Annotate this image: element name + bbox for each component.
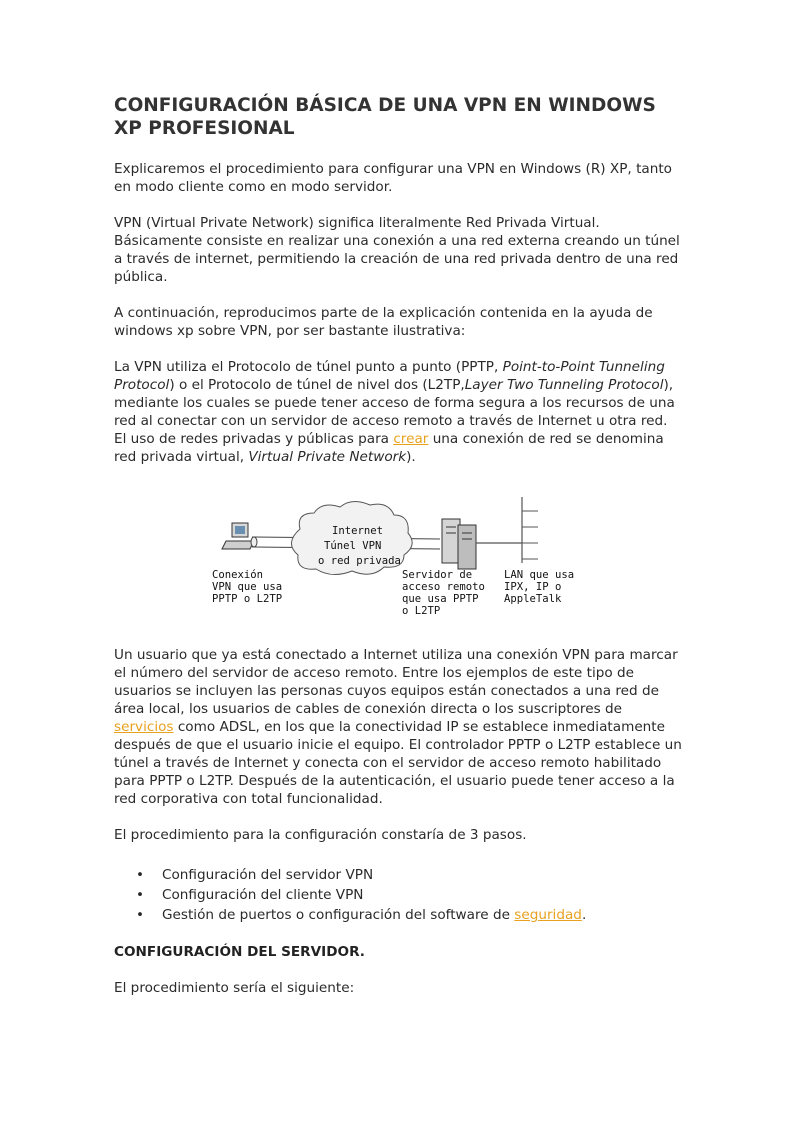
server-label: Servidor de acceso remoto que usa PPTP o L2TP [402, 569, 485, 617]
servicios-link[interactable]: servicios [114, 719, 174, 735]
cloud-label-tunnel: Túnel VPN [324, 540, 382, 552]
list-item: • Gestión de puertos o configuración del software de seguridad. [136, 907, 587, 923]
steps-intro-paragraph: El procedimiento para la configuración constaría de 3 pasos. [114, 827, 527, 843]
lan-backbone [476, 497, 538, 563]
vpn-full-name: Virtual Private Network [248, 449, 407, 465]
cloud-label-private-network: o red privada [318, 555, 401, 567]
protocol-paragraph [114, 358, 684, 466]
cloud-label-internet: Internet [332, 525, 384, 537]
procedure-paragraph: El procedimiento sería el siguiente: [114, 980, 355, 996]
client-computer-icon [222, 523, 254, 549]
seguridad-link[interactable]: seguridad [514, 907, 582, 923]
user-connection-paragraph [114, 646, 684, 808]
protocol-text-a: La VPN utiliza el Protocolo de túnel punto a punto (PPTP, [114, 359, 503, 375]
bullet-ports-config: Gestión de puertos o configuración del software de [162, 907, 515, 923]
user-connection-text-b: como ADSL, en los que la conectividad IP se establece inmediatamente después de que el usuario inicie el equipo. El controlador PPTP o L2TP establece un túnel a través de Internet y conecta con el servidor de acceso remoto habilitado para PPTP o L2TP. Después de la autenticación, el usuario puede tener acceso a la red corporativa con total funcionalidad. [114, 719, 682, 807]
protocol-text-h: ). [406, 449, 416, 465]
help-intro-paragraph: A continuación, reproducimos parte de la explicación contenida en la ayuda de windows xp sobre VPN, por ser bastante ilustrativa: [114, 305, 653, 339]
bullet-ports-end: . [581, 907, 587, 923]
section-title-server: CONFIGURACIÓN DEL SERVIDOR. [114, 944, 365, 960]
remote-access-server-icon [442, 519, 476, 569]
page-title: CONFIGURACIÓN BÁSICA DE UNA VPN EN WINDOWS XP PROFESIONAL [114, 95, 656, 139]
intro-paragraph: Explicaremos el procedimiento para configurar una VPN en Windows (R) XP, tanto en modo cliente como en modo servidor. [114, 161, 673, 195]
crear-link[interactable]: crear [393, 431, 429, 447]
bullet-client-config: Configuración del cliente VPN [162, 887, 364, 903]
vpn-definition-paragraph: VPN (Virtual Private Network) significa literalmente Red Privada Virtual. Básicamente consiste en realizar una conexión a una red externa creando un túnel a través de internet, permitiendo la creación de una red privada dentro de una red pública. [114, 215, 680, 285]
bullet-server-config: Configuración del servidor VPN [162, 867, 374, 883]
protocol-text-c: ) o el Protocolo de túnel de nivel dos (L2TP, [169, 377, 465, 393]
protocol-text-e: ), mediante los cuales se puede tener acceso de forma segura a los recursos de una red al conectar con un servidor de acceso remoto a través de Internet u otra red. El uso de redes privadas y públicas para [114, 377, 675, 447]
vpn-diagram [212, 493, 592, 621]
l2tp-full-name: Layer Two Tunneling Protocol [464, 377, 664, 393]
user-connection-text-a: Un usuario que ya está conectado a Internet utiliza una conexión VPN para marcar el número del servidor de acceso remoto. Entre los ejemplos de este tipo de usuarios se incluyen las personas cuyos equipos están conectados a una red de área local, los usuarios de cables de conexión directa o los suscriptores de [114, 647, 678, 717]
list-item: • Configuración del servidor VPN [136, 867, 374, 883]
pptp-full-name: Point-to-Point Tunneling Protocol [114, 359, 665, 393]
protocol-text-f: una conexión de red se denomina red privada virtual, [114, 431, 664, 465]
client-label: Conexión VPN que usa PPTP o L2TP [212, 569, 283, 605]
lan-label: LAN que usa IPX, IP o AppleTalk [504, 569, 575, 605]
list-item: • Configuración del cliente VPN [136, 887, 364, 903]
